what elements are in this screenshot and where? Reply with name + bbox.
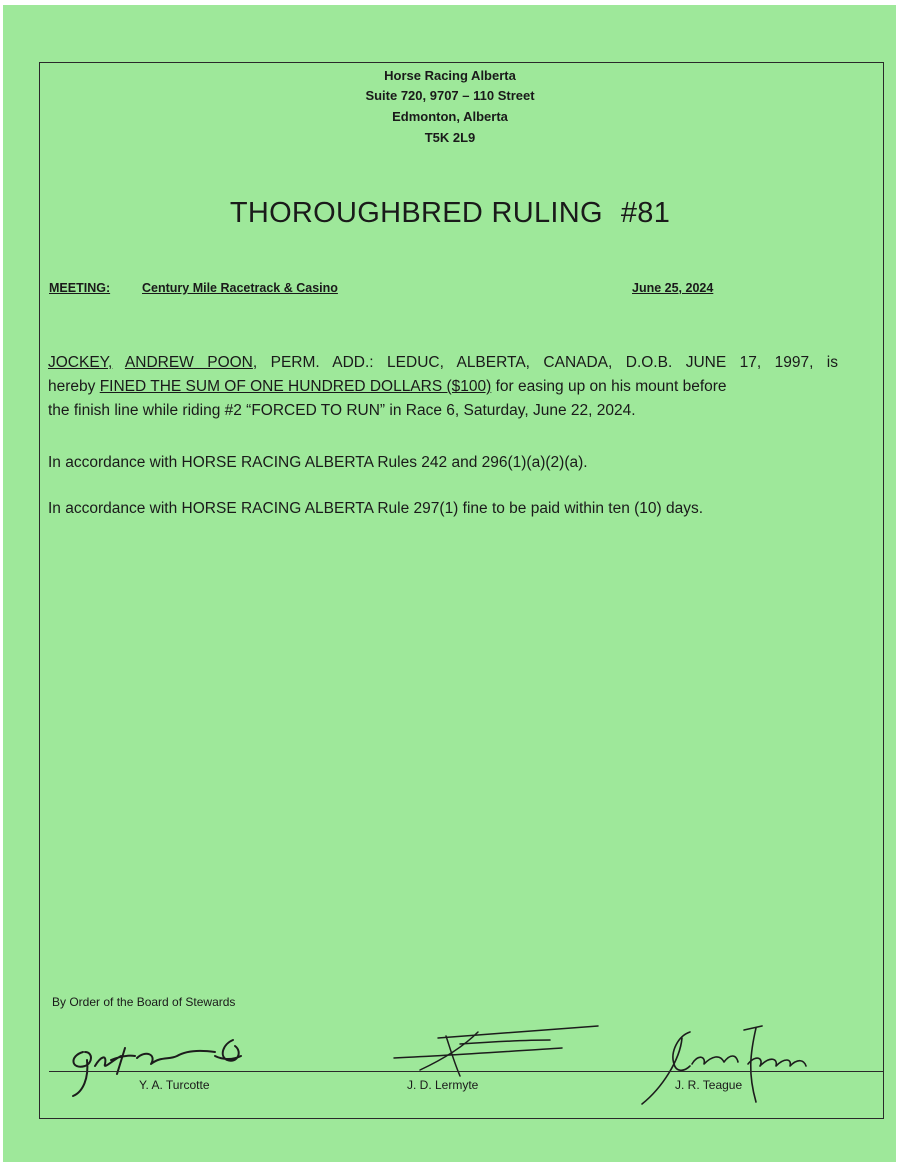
steward-name-lermyte: J. D. Lermyte bbox=[407, 1078, 479, 1092]
ruling-line-1 bbox=[48, 351, 838, 375]
meeting-label: MEETING: bbox=[49, 281, 111, 295]
steward-name-teague: J. R. Teague bbox=[675, 1078, 743, 1092]
teague-signature bbox=[632, 1018, 812, 1113]
address-postal-code: T5K 2L9 bbox=[424, 130, 476, 145]
lermyte-signature bbox=[390, 1022, 605, 1082]
ruling-title-text: THOROUGHBRED RULING bbox=[229, 197, 603, 229]
steward-name-turcotte: Y. A. Turcotte bbox=[139, 1078, 210, 1092]
ruling-line-2-start: hereby bbox=[48, 378, 100, 395]
ruling-title bbox=[0, 197, 900, 230]
meeting-date: June 25, 2024 bbox=[632, 281, 714, 295]
fine-amount: FINED THE SUM OF ONE HUNDRED DOLLARS ($100) bbox=[99, 378, 492, 395]
ruling-line-2-end: for easing up on his mount before bbox=[491, 378, 727, 395]
board-order-text: By Order of the Board of Stewards bbox=[52, 995, 236, 1009]
ruling-line-3: the finish line while riding #2 “FORCED TO RUN” in Race 6, Saturday, June 22, 2024. bbox=[48, 402, 636, 419]
signature-line bbox=[49, 1071, 884, 1072]
meeting-venue: Century Mile Racetrack & Casino bbox=[142, 281, 338, 295]
address-city: Edmonton, Alberta bbox=[392, 109, 508, 124]
accordance-rules-242-296: In accordance with HORSE RACING ALBERTA Rules 242 and 296(1)(a)(2)(a). bbox=[48, 454, 588, 471]
address-street: Suite 720, 9707 – 110 Street bbox=[365, 88, 535, 103]
ruling-number: #81 bbox=[620, 197, 671, 229]
ruling-line-2 bbox=[48, 375, 838, 399]
organization-name: Horse Racing Alberta bbox=[384, 68, 516, 83]
jockey-details: , PERM. ADD.: LEDUC, ALBERTA, CANADA, D.O.B. JUNE 17, 1997, is bbox=[252, 354, 838, 371]
accordance-rule-297: In accordance with HORSE RACING ALBERTA Rule 297(1) fine to be paid within ten (10) days. bbox=[48, 500, 704, 517]
jockey-label: JOCKEY, bbox=[48, 354, 113, 371]
ruling-paragraph bbox=[48, 351, 838, 423]
jockey-name: ANDREW POON bbox=[124, 354, 253, 371]
